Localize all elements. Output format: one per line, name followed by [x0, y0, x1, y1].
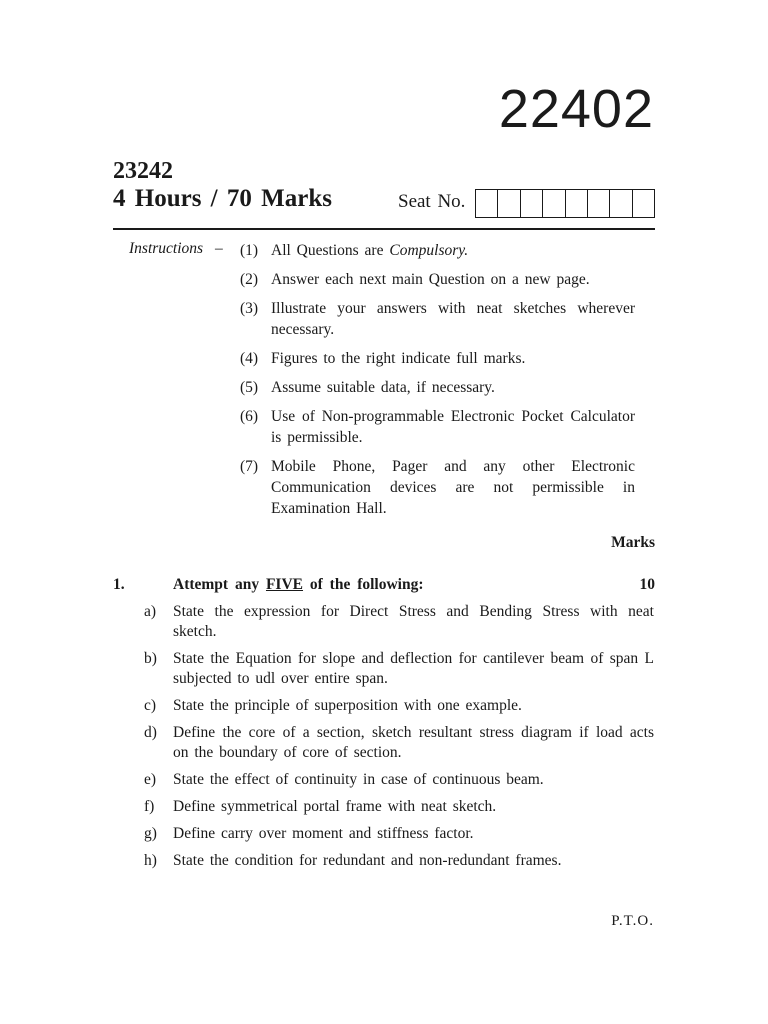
seat-number-box[interactable] [588, 190, 610, 217]
instruction-number: (3) [240, 300, 259, 317]
seat-number-box[interactable] [543, 190, 565, 217]
question-part [144, 797, 654, 817]
instruction-text-main: Use of Non-programmable Electronic Pocket Calculator is permissible. [271, 408, 635, 446]
instruction-text [271, 406, 635, 448]
seat-number-box[interactable] [610, 190, 632, 217]
seat-number-boxes[interactable] [475, 189, 655, 218]
question-title [173, 576, 424, 594]
question-part-text: Define carry over moment and stiffness factor. [173, 825, 474, 842]
question-part-text: Define the core of a section, sketch resultant stress diagram if load acts on the boundary of core of section. [173, 724, 654, 761]
instruction-text-main: Answer each next main Question on a new page. [271, 271, 590, 288]
question-part-text: Define symmetrical portal frame with neat sketch. [173, 798, 497, 815]
pto-footer: P.T.O. [611, 913, 654, 929]
instruction-item [240, 377, 635, 398]
seat-number-box[interactable] [521, 190, 543, 217]
instruction-number: (1) [240, 242, 259, 259]
instruction-number: (7) [240, 458, 259, 475]
question-part-label: f) [144, 798, 155, 815]
seat-number-box[interactable] [566, 190, 588, 217]
instruction-text-emphasis: Compulsory. [389, 242, 469, 259]
instruction-text [271, 240, 635, 261]
instruction-item [240, 406, 635, 448]
question-part-label: a) [144, 603, 157, 620]
question-part [144, 696, 654, 716]
instructions-dash: – [215, 240, 223, 257]
subject-code: 23242 [113, 158, 173, 184]
instruction-number: (5) [240, 379, 259, 396]
question-part [144, 851, 654, 871]
instruction-number: (2) [240, 271, 259, 288]
instruction-text [271, 456, 635, 519]
instruction-text-main: Assume suitable data, if necessary. [271, 379, 495, 396]
instruction-text [271, 269, 635, 290]
instruction-text [271, 298, 635, 340]
instruction-item [240, 456, 635, 519]
question-part [144, 649, 654, 689]
question-part-text: State the effect of continuity in case of continuous beam. [173, 771, 544, 788]
instruction-item [240, 240, 635, 261]
question-part-label: d) [144, 724, 157, 741]
question-parts-list [144, 602, 654, 878]
question-part-text: State the expression for Direct Stress and Bending Stress with neat sketch. [173, 603, 654, 640]
marks-heading: Marks [611, 534, 655, 551]
question-marks: 10 [639, 576, 655, 593]
question-part [144, 770, 654, 790]
instruction-text-main: Illustrate your answers with neat sketches wherever necessary. [271, 300, 635, 338]
instruction-text [271, 348, 635, 369]
instruction-item [240, 348, 635, 369]
header-divider [113, 228, 655, 230]
instructions-title: Instructions [129, 240, 204, 257]
instruction-item [240, 298, 635, 340]
seat-number-box[interactable] [498, 190, 520, 217]
question-number: 1. [113, 576, 125, 593]
instruction-text-main: Figures to the right indicate full marks. [271, 350, 526, 367]
question-part-label: c) [144, 697, 157, 714]
question-part-label: e) [144, 771, 157, 788]
instruction-number: (6) [240, 408, 259, 425]
instructions-list [240, 240, 635, 527]
question-part-text: State the Equation for slope and deflection for cantilever beam of span L subjected to udl over entire span. [173, 650, 654, 687]
question-title-emphasis: FIVE [265, 576, 304, 593]
question-title-suffix: of the following: [303, 576, 424, 593]
instruction-text [271, 377, 635, 398]
instruction-item [240, 269, 635, 290]
question-part [144, 723, 654, 763]
seat-number-label: Seat No. [398, 191, 466, 212]
question-part-label: g) [144, 825, 157, 842]
question-part-text: State the principle of superposition with one example. [173, 697, 522, 714]
question-part-label: h) [144, 852, 157, 869]
question-part-text: State the condition for redundant and non-redundant frames. [173, 852, 562, 869]
duration-marks: 4 Hours / 70 Marks [113, 185, 332, 212]
instruction-text-main: Mobile Phone, Pager and any other Electronic Communication devices are not permissible in Examination Hall. [271, 458, 635, 517]
seat-number-box[interactable] [633, 190, 654, 217]
instruction-number: (4) [240, 350, 259, 367]
instruction-text-main: All Questions are [271, 242, 390, 259]
question-part-label: b) [144, 650, 157, 667]
question-part [144, 602, 654, 642]
question-title-prefix: Attempt any [173, 576, 266, 593]
seat-number-box[interactable] [476, 190, 498, 217]
question-part [144, 824, 654, 844]
paper-code: 22402 [498, 79, 654, 139]
